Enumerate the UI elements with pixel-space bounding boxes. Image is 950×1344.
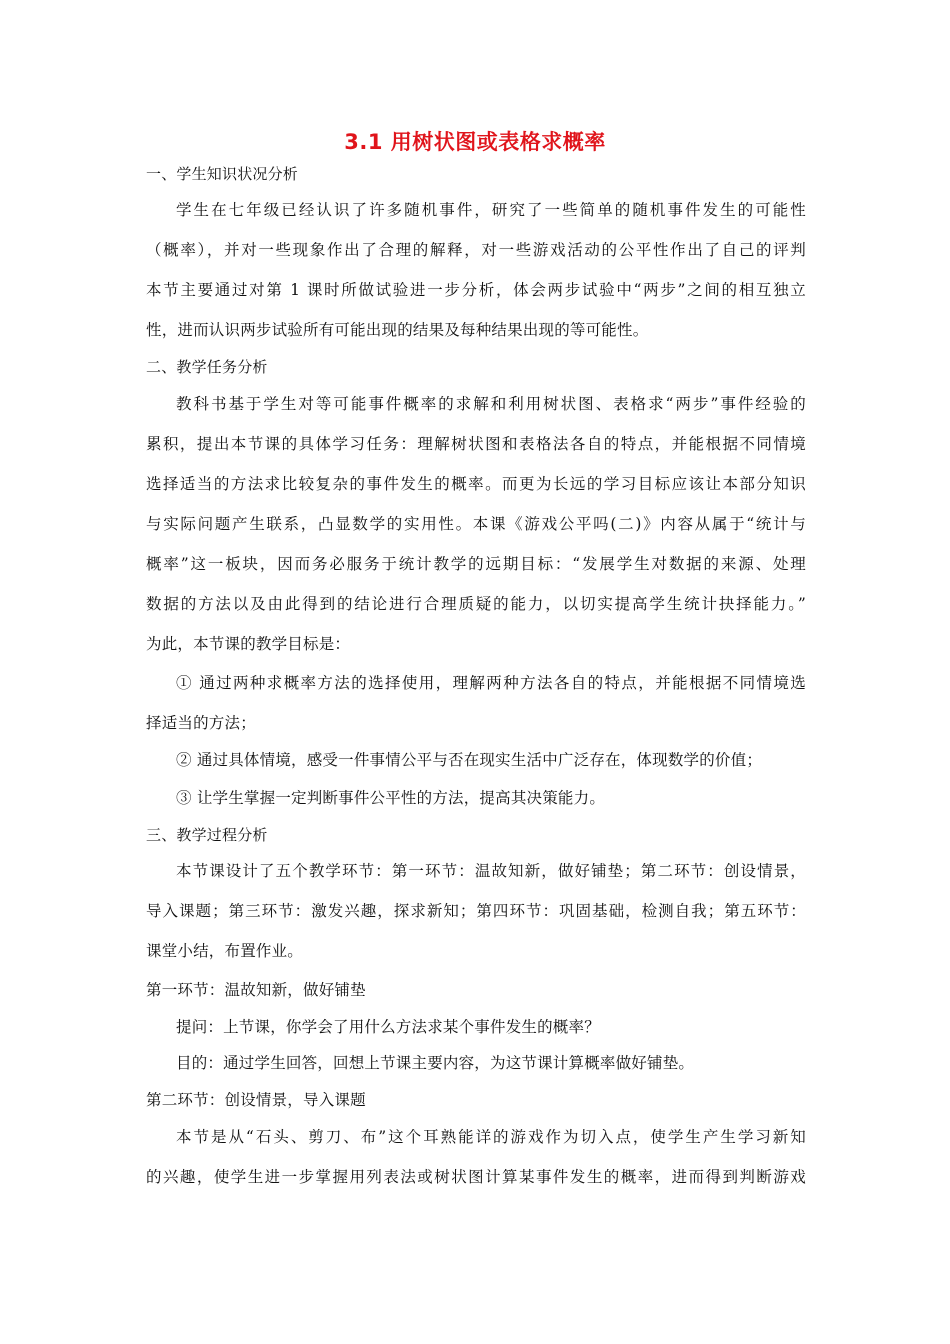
paragraph-line: 本节课设计了五个教学环节：第一环节：温故知新，做好铺垫；第二环节：创设情景，: [176, 862, 806, 880]
paragraph-line: 为此，本节课的教学目标是：: [146, 635, 351, 653]
paragraph-line: 本节主要通过对第 1 课时所做试验进一步分析，体会两步试验中“两步”之间的相互独立: [146, 281, 806, 299]
objective-item-1: ① 通过两种求概率方法的选择使用，理解两种方法各自的特点，并能根据不同情境选: [176, 674, 806, 692]
objective-item-3: ③ 让学生掌握一定判断事件公平性的方法，提高其决策能力。: [176, 789, 606, 807]
objective-item-1-continued: 择适当的方法；: [146, 714, 256, 732]
paragraph-line: 提问：上节课，你学会了用什么方法求某个事件发生的概率？: [176, 1018, 600, 1036]
objective-item-2: ② 通过具体情境，感受一件事情公平与否在现实生活中广泛存在，体现数学的价值；: [176, 751, 763, 769]
paragraph-line: 概率”这一板块，因而务必服务于统计教学的远期目标：“发展学生对数据的来源、处理: [146, 555, 806, 573]
section-heading-1: 一、学生知识状况分析: [146, 165, 299, 183]
paragraph-line: 本节是从“石头、剪刀、布”这个耳熟能详的游戏作为切入点，使学生产生学习新知: [176, 1128, 806, 1146]
step-heading-1: 第一环节：温故知新，做好铺垫: [146, 981, 366, 999]
paragraph-line: 的兴趣，使学生进一步掌握用列表法或树状图计算某事件发生的概率，进而得到判断游戏: [146, 1168, 806, 1186]
section-heading-2: 二、教学任务分析: [146, 358, 268, 376]
paragraph-line: 导入课题；第三环节：激发兴趣，探求新知；第四环节：巩固基础，检测自我；第五环节：: [146, 902, 806, 920]
paragraph-line: 性，进而认识两步试验所有可能出现的结果及每种结果出现的等可能性。: [146, 321, 649, 339]
paragraph-line: 与实际问题产生联系，凸显数学的实用性。本课《游戏公平吗(二)》内容从属于“统计与: [146, 515, 806, 533]
paragraph-line: 课堂小结，布置作业。: [146, 942, 304, 960]
paragraph-line: 目的：通过学生回答，回想上节课主要内容，为这节课计算概率做好铺垫。: [176, 1054, 695, 1072]
section-heading-3: 三、教学过程分析: [146, 826, 268, 844]
document-title: 3.1 用树状图或表格求概率: [344, 130, 606, 154]
paragraph-line: 数据的方法以及由此得到的结论进行合理质疑的能力，以切实提高学生统计抉择能力。”: [146, 595, 806, 613]
paragraph-line: 选择适当的方法求比较复杂的事件发生的概率。而更为长远的学习目标应该让本部分知识: [146, 475, 806, 493]
paragraph-line: 教科书基于学生对等可能事件概率的求解和利用树状图、表格求“两步”事件经验的: [176, 395, 806, 413]
step-heading-2: 第二环节：创设情景，导入课题: [146, 1091, 366, 1109]
paragraph-line: 累积，提出本节课的具体学习任务：理解树状图和表格法各自的特点，并能根据不同情境: [146, 435, 806, 453]
paragraph-line: 学生在七年级已经认识了许多随机事件，研究了一些简单的随机事件发生的可能性: [176, 201, 806, 219]
paragraph-line: （概率），并对一些现象作出了合理的解释，对一些游戏活动的公平性作出了自己的评判: [146, 241, 806, 259]
